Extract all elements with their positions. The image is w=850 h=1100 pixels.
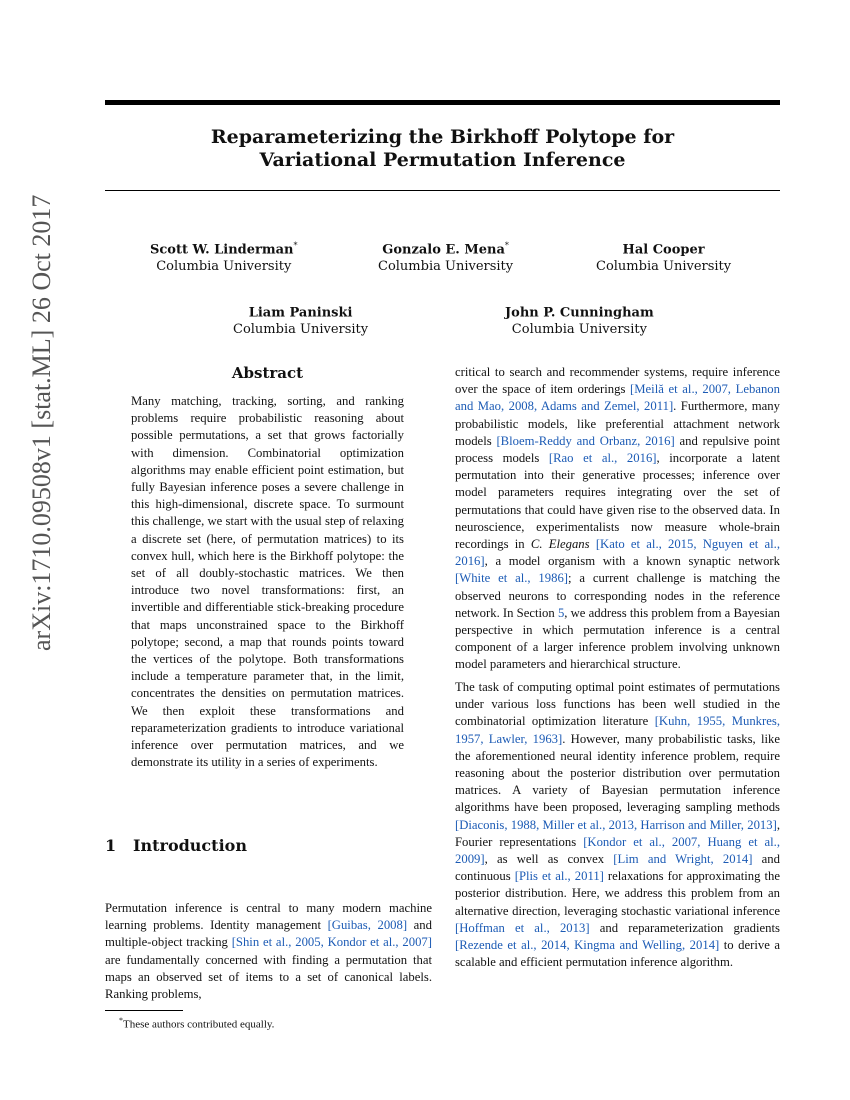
text-segment: and multiple-object tracking [105, 918, 432, 950]
footnote-text: These authors contributed equally. [123, 1018, 275, 1031]
section-number: 1 [105, 836, 117, 855]
text-segment: The task of computing optimal point estimates of permutations under various loss functions has been well studied in the combinatorial optimization literature [455, 680, 780, 729]
abstract-heading: Abstract [231, 364, 304, 382]
footnote-rule [105, 1010, 183, 1011]
text-segment: , Fourier representations [455, 817, 780, 849]
author-block-linderman [150, 237, 298, 275]
text-segment: . Furthermore, many probabilistic models, like preferential attachment network models [455, 399, 780, 448]
section-heading [105, 836, 425, 855]
citation-link[interactable]: [Kato et al., 2015, Nguyen et al., 2016] [455, 537, 781, 569]
author-block-paninski [233, 300, 368, 338]
text-segment: , incorporate a latent permutation into their generative processes; inference over model parameters requires integrating over the set of permutations that could have given rise to the observed data. In neuroscience, experimentalists now measure whole-brain recordings in [455, 451, 780, 552]
title-line-1: Reparameterizing the Birkhoff Polytope for [210, 126, 675, 148]
text-segment: . However, many probabilistic tasks, like the aforementioned neural identity inference problem, require reasoning about the posterior distribution over permutation matrices. A variety of Bayesian permutation inference algorithms have been proposed, leveraging sampling methods [455, 731, 780, 815]
title-rule [105, 190, 780, 191]
citation-link[interactable]: [Shin et al., 2005, Kondor et al., 2007] [231, 935, 432, 950]
citation-link[interactable]: [Meilă et al., 2007, Lebanon and Mao, 2008, Adams and Zemel, 2011] [455, 382, 780, 414]
author-affiliation: Columbia University [596, 259, 732, 275]
author-affiliation: Columbia University [511, 322, 647, 338]
author-name: John P. Cunningham [505, 305, 654, 321]
citation-link[interactable]: [Rao et al., 2016] [548, 451, 657, 466]
intro-paragraph-left [105, 900, 432, 1003]
footnote-mark: * [119, 1016, 123, 1025]
text-segment: and repulsive point process models [455, 433, 780, 466]
text-segment: ; a current challenge is matching the observed neurons to corresponding nodes in the reference network. In Section [455, 571, 780, 620]
text-segment: relaxations for approximating the posterior distribution. Here, we address this problem from an alternative direction, leveraging stochastic variational inference [455, 869, 780, 918]
author-affiliation: Columbia University [233, 322, 369, 338]
author-mark: * [293, 241, 298, 250]
top-rule [105, 100, 780, 105]
author-affiliation: Columbia University [156, 259, 292, 275]
author-affiliation: Columbia University [378, 259, 514, 275]
text-segment: to derive a scalable and efficient permutation inference algorithm. [455, 938, 780, 970]
citation-link[interactable]: [Bloem-Reddy and Orbanz, 2016] [496, 433, 675, 448]
text-segment: critical to search and recommender systems, require inference over the space of item orderings [455, 365, 780, 397]
text-segment: , a model organism with a known synaptic network [484, 554, 780, 569]
author-mark: * [504, 241, 509, 250]
text-segment: Permutation inference is central to many modern machine learning problems. Identity management [105, 901, 432, 933]
author-block-mena [378, 237, 513, 275]
intro-paragraph-right-1 [455, 364, 780, 674]
author-name: Scott W. Linderman [150, 242, 294, 258]
section-title: Introduction [133, 836, 247, 855]
author-block-cooper [596, 237, 731, 275]
citation-link[interactable]: [Lim and Wright, 2014] [613, 852, 753, 867]
citation-link[interactable]: [Kondor et al., 2007, Huang et al., 2009] [455, 834, 780, 867]
text-segment: , we address this problem from a Bayesian perspective in which permutation inference is a central component of a larger inference problem involving unknown model parameters and hierarchical structure. [455, 605, 781, 672]
author-name: Hal Cooper [622, 242, 705, 258]
author-name: Liam Paninski [248, 305, 353, 321]
text-segment: and reparameterization gradients [589, 920, 780, 935]
citation-link[interactable]: [White et al., 1986] [455, 571, 569, 586]
author-block-cunningham [505, 300, 654, 338]
text-segment: are fundamentally concerned with finding a permutation that maps an observed set of items to a set of canonical labels. Ranking problems, [105, 952, 432, 1002]
title-line-2: Variational Permutation Inference [259, 149, 626, 171]
abstract-text: Many matching, tracking, sorting, and ranking problems require probabilistic reasoning about possible permutations, a set that grows factorially with dimension. Combinatorial optimization algorithms may enable efficient point estimation, but fully Bayesian inference poses a severe challenge in this high-dimensional, discrete space. To surmount this challenge, we start with the usual step of relaxing a discrete set (here, of permutation matrices) to its convex hull, which here is the Birkhoff polytope: the set of all doubly-stochastic matrices. We then introduce two novel transformations: first, an invertible and differentiable stick-breaking procedure that maps unconstrained space to the Birkhoff polytope; second, a map that rounds points toward the vertices of the polytope. Both transformations include a temperature parameter that, in the limit, concentrates the densities on permutation matrices. We then exploit these transformations and reparameterization gradients to introduce variational inference over permutation matrices, and we demonstrate its utility in a series of experiments. [131, 394, 404, 770]
citation-link[interactable]: [Plis et al., 2011] [514, 869, 604, 884]
text-segment: and continuous [455, 852, 780, 884]
citation-link[interactable]: 5 [557, 605, 565, 620]
intro-paragraph-right-2 [455, 679, 780, 971]
arxiv-stamp: arXiv:1710.09508v1 [stat.ML] 26 Oct 2017 [27, 194, 56, 651]
citation-link[interactable]: [Diaconis, 1988, Miller et al., 2013, Harrison and Miller, 2013] [455, 817, 777, 832]
citation-link[interactable]: [Hoffman et al., 2013] [455, 920, 590, 935]
citation-link[interactable]: [Rezende et al., 2014, Kingma and Welling, 2014] [455, 938, 720, 953]
text-segment: , as well as convex [484, 852, 614, 867]
citation-link[interactable]: [Kuhn, 1955, Munkres, 1957, Lawler, 1963] [455, 714, 780, 746]
footnote [119, 1014, 439, 1032]
paper-title [105, 126, 780, 172]
author-name: Gonzalo E. Mena [382, 242, 505, 258]
citation-link[interactable]: [Guibas, 2008] [327, 918, 408, 933]
italic-text: C. Elegans [530, 537, 590, 552]
